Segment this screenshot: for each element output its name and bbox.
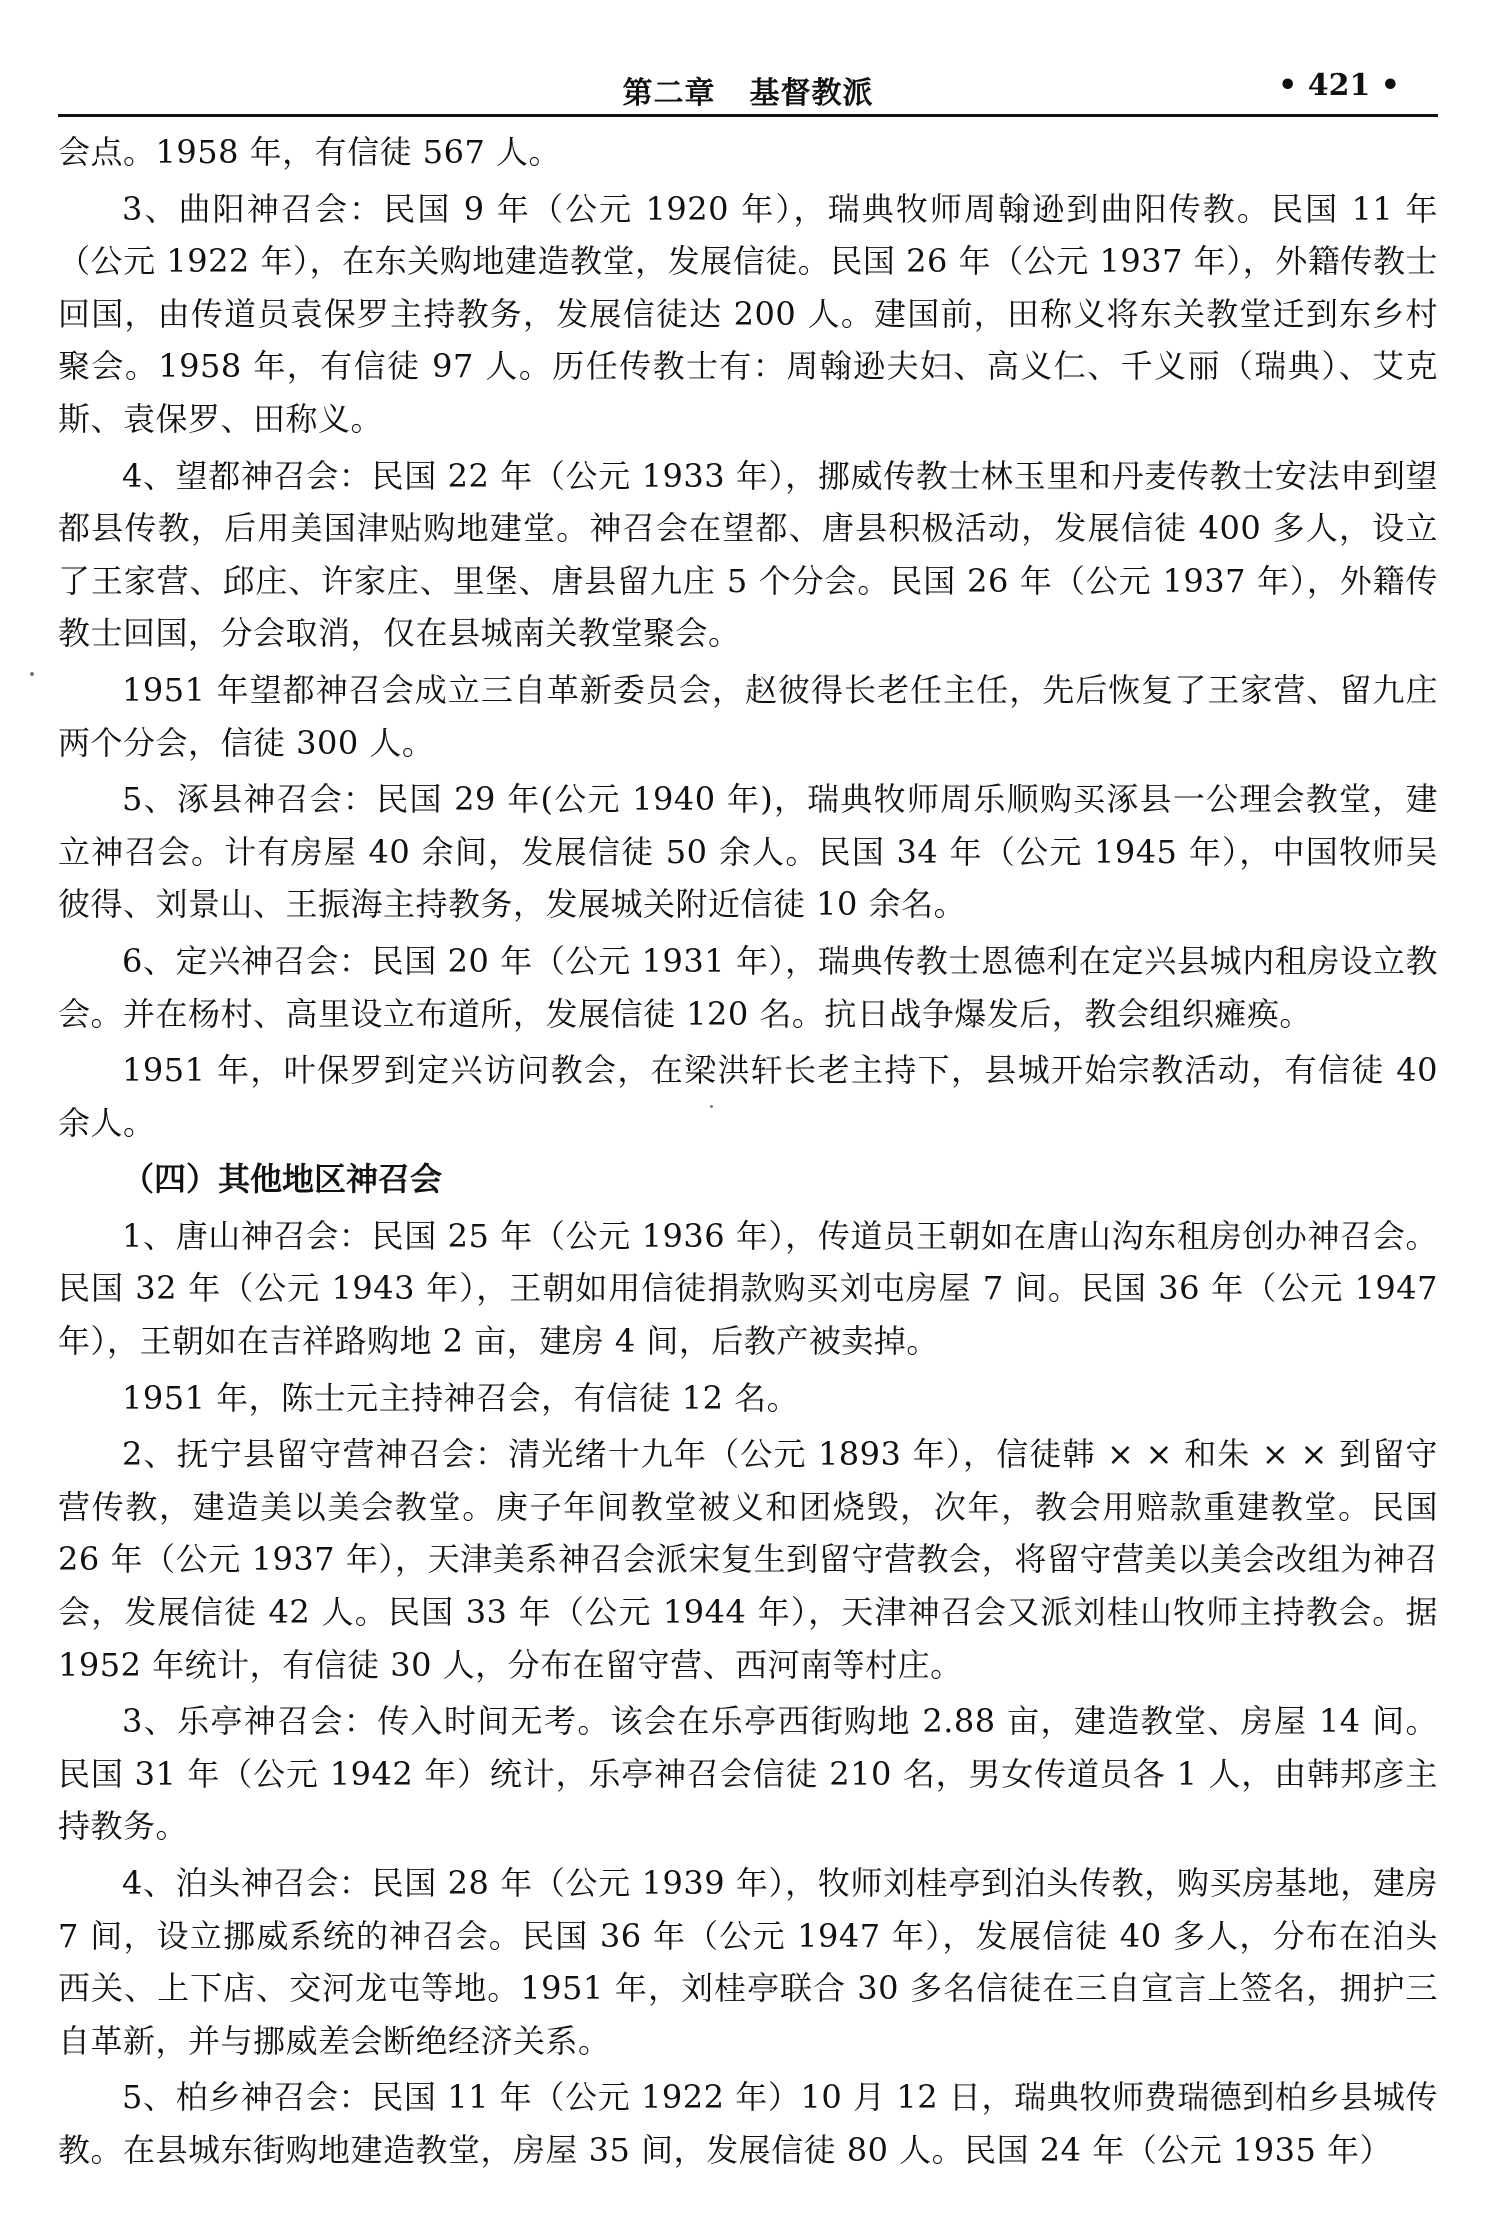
page-body xyxy=(58,126,1438,2181)
paragraph: 1951 年，陈士元主持神召会，有信徒 12 名。 xyxy=(122,1378,800,1417)
paragraph-tangshan: 1、唐山神召会：民国 25 年（公元 1936 年），传道员王朝如在唐山沟东租房创办神召会。民国 32 年（公元 1943 年），王朝如用信徒捐款购买刘屯房屋 7 间。民国 36 年（公元 1947 年），王朝如在吉祥路购地 2 亩，建房 4 间，后教产被卖掉。 xyxy=(58,1216,1438,1361)
section-heading: （四）其他地区神召会 xyxy=(122,1160,443,1199)
paragraph-zhuoxian: 5、涿县神召会：民国 29 年(公元 1940 年)，瑞典牧师周乐顺购买涿县一公理会教堂，建立神召会。计有房屋 40 余间，发展信徒 50 余人。民国 34 年（公元 1945 年），中国牧师吴彼得、刘景山、王振海主持教务，发展城关附近信徒 10 余名。 xyxy=(58,780,1438,924)
paragraph-dingxing: 6、定兴神召会：民国 20 年（公元 1931 年），瑞典传教士恩德利在定兴县城内租房设立教会。并在杨村、高里设立布道所，发展信徒 120 名。抗日战争爆发后，教会组织瘫痪。 xyxy=(58,941,1438,1033)
header-title xyxy=(58,68,1438,112)
chapter-label: 第二章 xyxy=(622,76,716,111)
paragraph: 会点。1958 年，有信徒 567 人。 xyxy=(58,133,562,171)
paragraph-laoting: 3、乐亭神召会：传入时间无考。该会在乐亭西街购地 2.88 亩，建造教堂、房屋 14 间。民国 31 年（公元 1942 年）统计，乐亭神召会信徒 210 名，男女传道员各 1 人，由韩邦彦主持教务。 xyxy=(58,1702,1438,1846)
paragraph-baixiang: 5、柏乡神召会：民国 11 年（公元 1922 年）10 月 12 日，瑞典牧师费瑞德到柏乡县城传教。在县城东街购地建造教堂，房屋 35 间，发展信徒 80 人。民国 24 年（公元 1935 年） xyxy=(58,2078,1438,2169)
paragraph: 1951 年望都神召会成立三自革新委员会，赵彼得长老任主任，先后恢复了王家营、留九庄两个分会，信徒 300 人。 xyxy=(58,670,1438,762)
scan-speck xyxy=(710,1105,713,1108)
paragraph-botou: 4、泊头神召会：民国 28 年（公元 1939 年），牧师刘桂亭到泊头传教，购买房基地，建房 7 间，设立挪威系统的神召会。民国 36 年（公元 1947 年），发展信徒 40 多人，分布在泊头西关、上下店、交河龙屯等地。1951 年，刘桂亭联合 30 多名信徒在三自宣言上签名，拥护三自革新，并与挪威差会断绝经济关系。 xyxy=(58,1864,1438,2060)
paragraph-wangdu: 4、望都神召会：民国 22 年（公元 1933 年），挪威传教士林玉里和丹麦传教士安法申到望都县传教，后用美国津贴购地建堂。神召会在望都、唐县积极活动，发展信徒 400 多人，设立了王家营、邱庄、许家庄、里堡、唐县留九庄 5 个分会。民国 26 年（公元 1937 年），外籍传教士回国，分会取消，仅在县城南关教堂聚会。 xyxy=(58,456,1438,653)
paragraph: 1951 年，叶保罗到定兴访问教会，在梁洪轩长老主持下，县城开始宗教活动，有信徒 40 余人。 xyxy=(58,1051,1438,1142)
paragraph-quyang: 3、曲阳神召会：民国 9 年（公元 1920 年），瑞典牧师周翰逊到曲阳传教。民国 11 年（公元 1922 年），在东关购地建造教堂，发展信徒。民国 26 年（公元 1937 年），外籍传教士回国，由传道员袁保罗主持教务，发展信徒达 200 人。建国前，田称义将东关教堂迁到东乡村聚会。1958 年，有信徒 97 人。历任传教士有：周翰逊夫妇、高义仁、千义丽（瑞典）、艾克斯、袁保罗、田称义。 xyxy=(58,189,1438,438)
running-header xyxy=(58,62,1438,117)
paragraph-funing: 2、抚宁县留守营神召会：清光绪十九年（公元 1893 年），信徒韩 × × 和朱 × × 到留守营传教，建造美以美会教堂。庚子年间教堂被义和团烧毁，次年，教会用赔款重建教堂。民国 26 年（公元 1937 年），天津美系神召会派宋复生到留守营教会，将留守营美以美会改组为神召会，发展信徒 42 人。民国 33 年（公元 1944 年），天津神召会又派刘桂山牧师主持教会。据 1952 年统计，有信徒 30 人，分布在留守营、西河南等村庄。 xyxy=(58,1435,1438,1684)
scan-speck xyxy=(30,672,34,676)
chapter-title: 基督教派 xyxy=(749,76,874,111)
page-number: • 421 • xyxy=(1278,68,1400,103)
